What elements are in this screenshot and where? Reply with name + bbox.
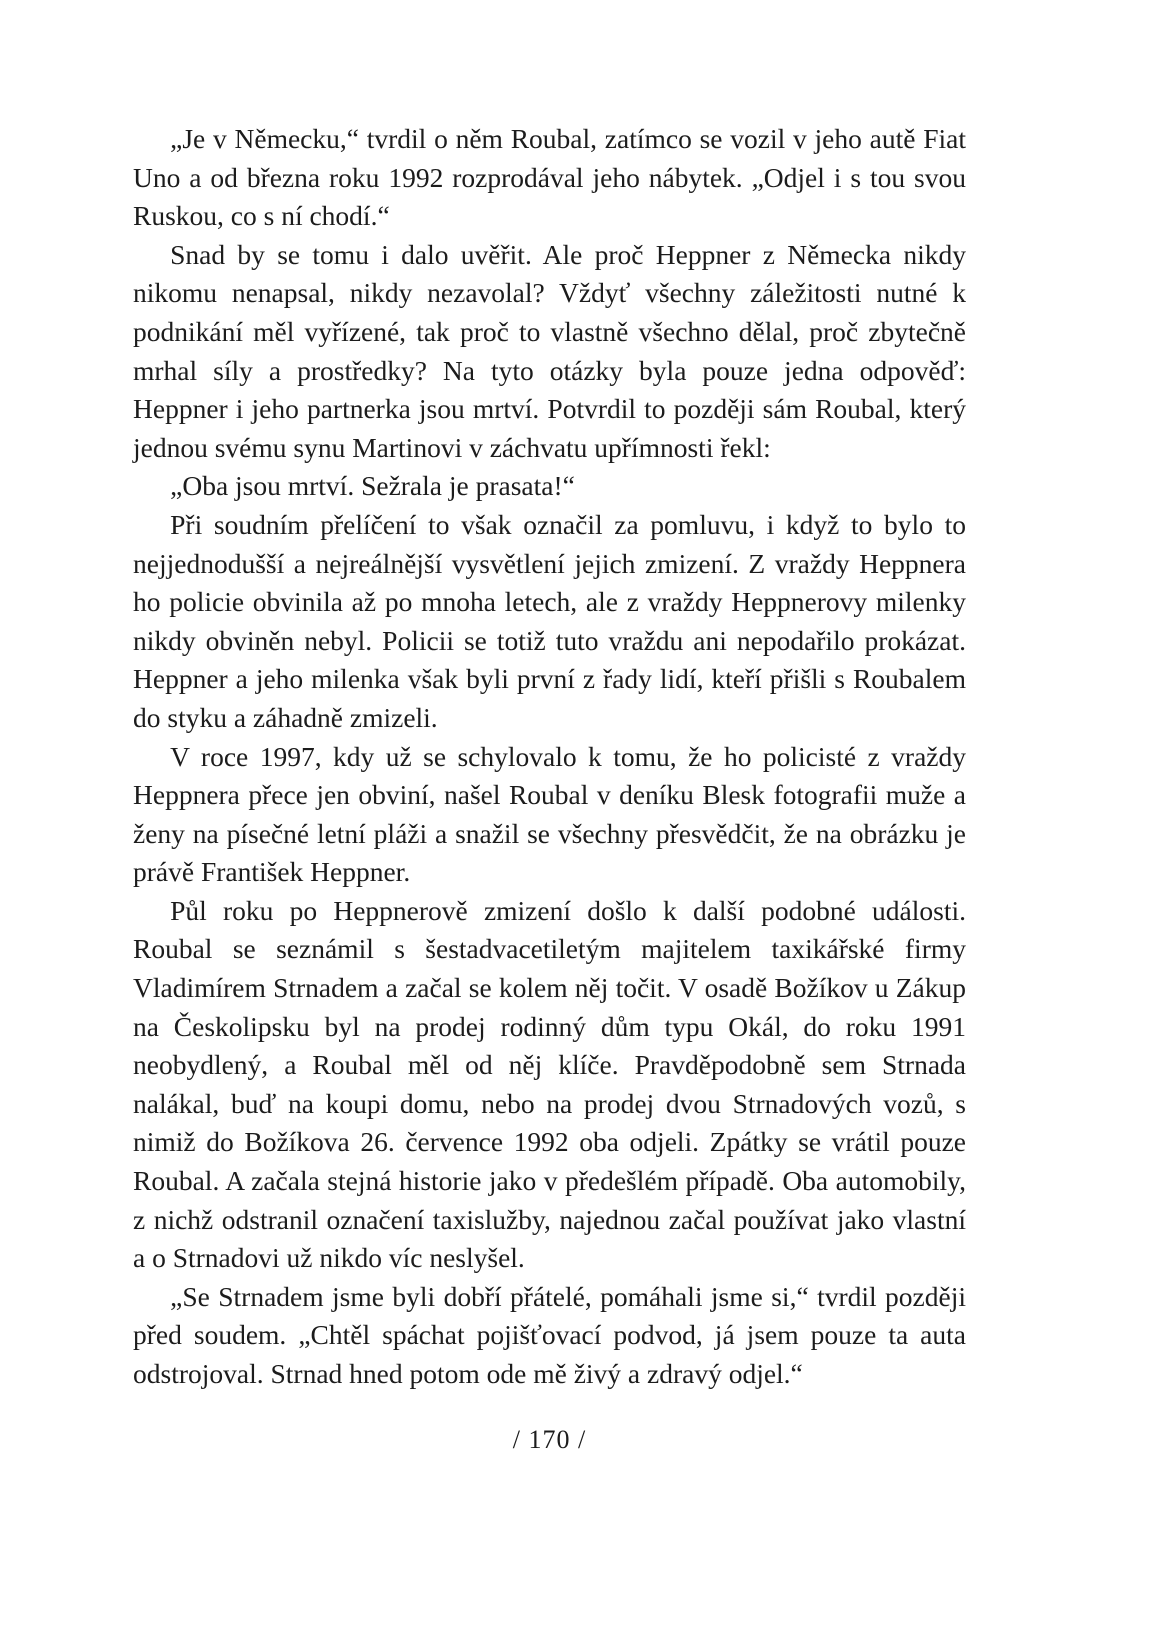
paragraph: „Je v Německu,“ tvrdil o něm Roubal, zatímco se vozil v jeho autě Fiat Uno a od března roku 1992 rozprodával jeho nábytek. „Odjel i s tou svou Ruskou, co s ní chodí.“	[133, 123, 966, 232]
paragraph: Snad by se tomu i dalo uvěřit. Ale proč Heppner z Německa nikdy nikomu nenapsal, nikdy nezavolal? Vždyť všechny záležitosti nutné k podnikání měl vyřízené, tak proč to vlastně všechno dělal, proč zbytečně mrhal síly a prostředky? Na tyto otázky byla pouze jedna odpověď: Heppner i jeho partnerka jsou mrtví. Potvrdil to později sám Roubal, který jednou svému synu Martinovi v záchvatu upřímnosti řekl:	[133, 238, 966, 463]
paragraph: Při soudním přelíčení to však označil za pomluvu, i když to bylo to nejjednodušší a nejreálnější vysvětlení jejich zmizení. Z vraždy Heppnera ho policie obvinila až po mnoha letech, ale z vraždy Heppnerovy milenky nikdy obviněn nebyl. Policii se totiž tuto vraždu ani nepodařilo prokázat. Heppner a jeho milenka však byli první z řady lidí, kteří přišli s Roubalem do styku a záhadně zmizeli.	[133, 508, 966, 733]
page-number: / 170 /	[512, 1425, 587, 1454]
paragraph: V roce 1997, kdy už se schylovalo k tomu, že ho policisté z vraždy Heppnera přece jen obviní, našel Roubal v deníku Blesk fotografii muže a ženy na písečné letní pláži a snažil se všechny přesvědčit, že na obrázku je právě František Heppner.	[133, 740, 966, 888]
paragraph: Půl roku po Heppnerově zmizení došlo k další podobné události. Roubal se seznámil s šestadvacetiletým majitelem taxikářské firmy Vladimírem Strnadem a začal se kolem něj točit. V osadě Božíkov u Zákup na Českolipsku byl na prodej rodinný dům typu Okál, do roku 1991 neobydlený, a Roubal měl od něj klíče. Pravděpodobně sem Strnada nalákal, buď na koupi domu, nebo na prodej dvou Strnadových vozů, s nimiž do Božíkova 26. července 1992 oba odjeli. Zpátky se vrátil pouze Roubal. A začala stejná historie jako v předešlém případě. Oba automobily, z nichž odstranil označení taxislužby, najednou začal používat jako vlastní a o Strnadovi už nikdo víc neslyšel.	[133, 894, 966, 1274]
paragraph: „Se Strnadem jsme byli dobří přátelé, pomáhali jsme si,“ tvrdil později před soudem. „Chtěl spáchat pojišťovací podvod, já jsem pouze ta auta odstrojoval. Strnad hned potom ode mě živý a zdravý odjel.“	[133, 1280, 966, 1389]
paragraph: „Oba jsou mrtví. Sežrala je prasata!“	[170, 470, 575, 502]
text-block	[133, 120, 966, 1394]
